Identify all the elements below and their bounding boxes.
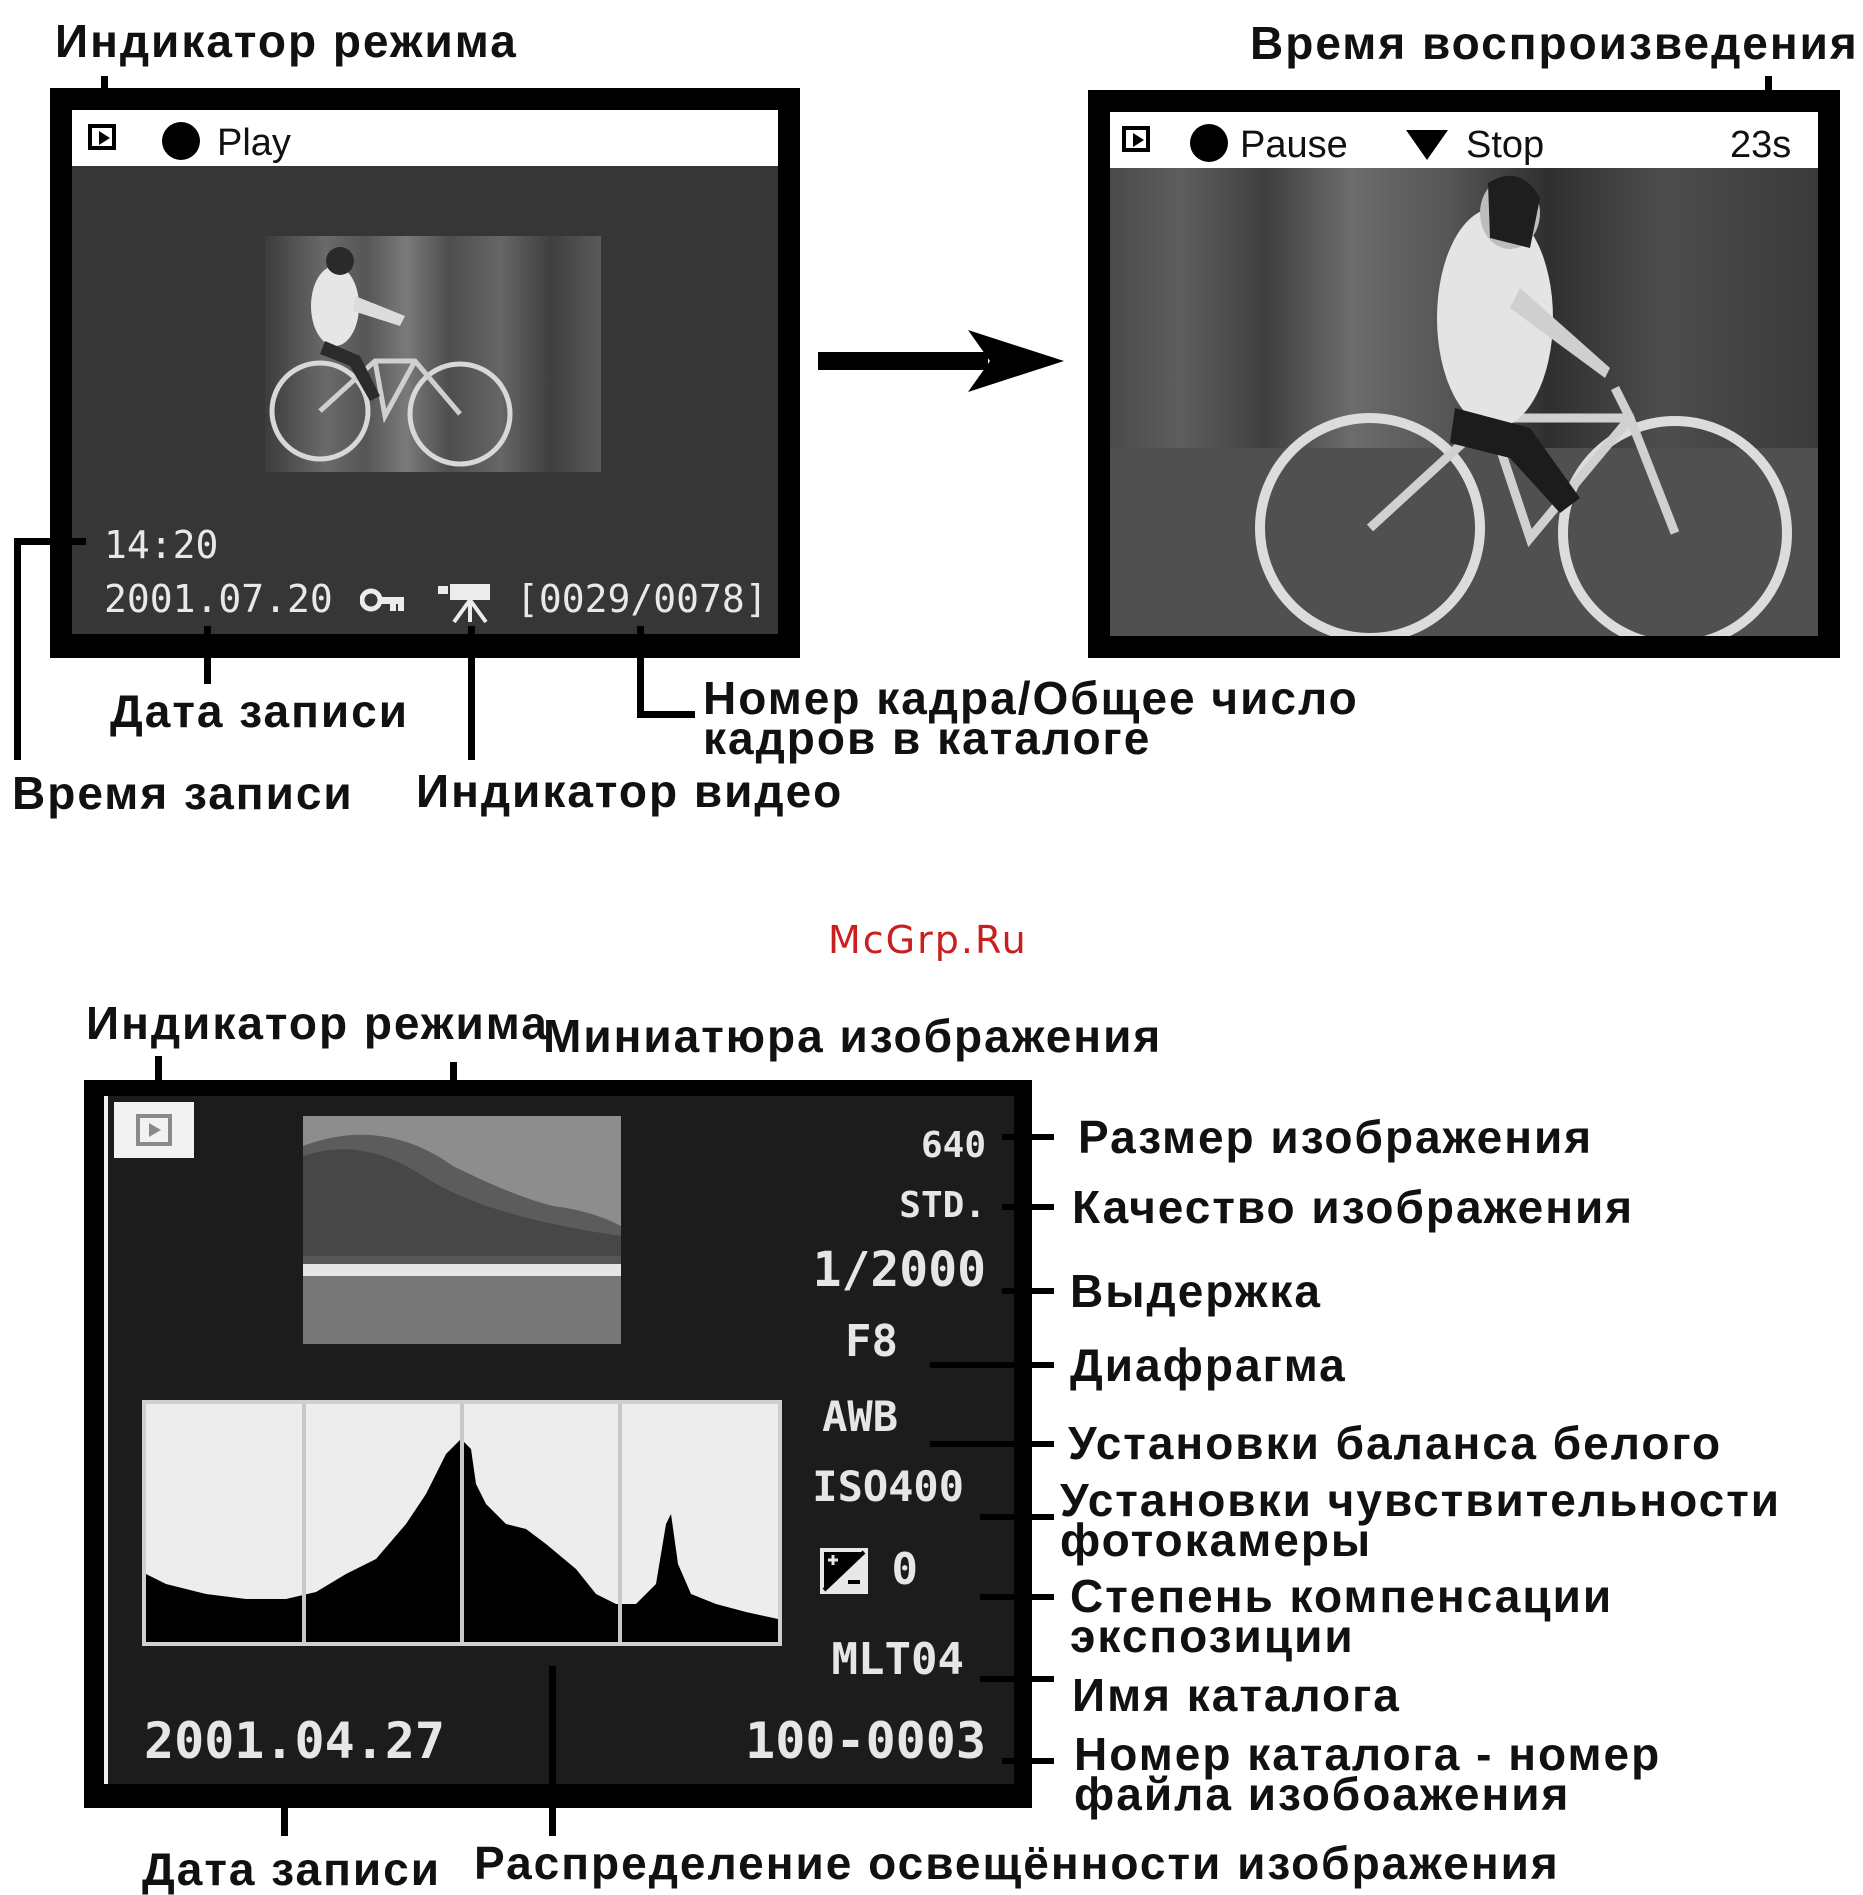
play-label: Play	[217, 122, 291, 164]
leader-aperture	[930, 1362, 1054, 1368]
stop-label: Stop	[1466, 124, 1545, 166]
label-sensitivity	[1060, 1474, 1782, 1566]
label-frame-number-line2: кадров в каталоге	[703, 712, 1152, 764]
leader-exposure-comp	[980, 1594, 1054, 1600]
file-number-value: 100-0003	[745, 1712, 986, 1770]
label-folder-name: Имя каталога	[1072, 1669, 1401, 1721]
leader-record-time-h	[14, 538, 86, 545]
stop-triangle-icon	[1406, 130, 1448, 160]
leader-record-date-bottom	[281, 1794, 288, 1836]
video-thumbnail	[265, 236, 601, 472]
label-exposure-comp	[1070, 1570, 1614, 1662]
label-video-indicator: Индикатор видео	[416, 765, 844, 817]
elapsed-time: 23s	[1730, 124, 1792, 166]
label-aperture: Диафрагма	[1070, 1339, 1347, 1391]
key-icon	[360, 588, 406, 614]
label-folder-file-line2: файла изобоажения	[1074, 1768, 1571, 1820]
leader-folder-name	[980, 1676, 1054, 1682]
label-sensitivity-line2: фотокамеры	[1060, 1514, 1373, 1566]
pause-dot-icon	[1190, 124, 1228, 162]
play-mode-icon-3	[114, 1102, 194, 1158]
leader-folder-file	[1002, 1758, 1054, 1764]
histogram	[142, 1400, 782, 1646]
screen-info-display	[84, 1080, 1032, 1808]
play-mode-icon-2	[1122, 126, 1150, 152]
watermark: McGrp.Ru	[828, 918, 1028, 962]
pause-label: Pause	[1240, 124, 1348, 166]
label-frame-number-line1: Номер кадра/Общее число	[703, 672, 1359, 724]
label-record-date-top: Дата записи	[110, 685, 410, 737]
label-frame-number	[703, 672, 1359, 764]
white-balance-value: AWB	[822, 1392, 898, 1441]
leader-frame-counter-h	[637, 711, 695, 718]
leader-frame-counter-v	[637, 626, 644, 718]
leader-video-indicator	[468, 626, 475, 760]
record-time-value: 14:20	[104, 523, 219, 567]
aperture-value: F8	[845, 1316, 898, 1367]
screen-1-playback	[50, 88, 800, 658]
shutter-value: 1/2000	[812, 1242, 986, 1298]
leader-sensitivity	[980, 1514, 1054, 1520]
label-image-quality: Качество изображения	[1072, 1181, 1635, 1233]
screen-2-lcd	[1110, 112, 1818, 636]
image-size-value: 640	[920, 1125, 986, 1166]
status-bar-2	[1110, 112, 1818, 168]
leader-histogram	[549, 1666, 556, 1836]
image-thumbnail	[303, 1116, 621, 1344]
label-record-time: Время записи	[12, 767, 354, 819]
video-frame	[1110, 168, 1818, 636]
leader-quality	[1002, 1204, 1054, 1210]
frame-counter: [0029/0078]	[516, 577, 768, 621]
label-thumbnail: Миниатюра изображения	[543, 1010, 1163, 1062]
arrow-right-icon	[818, 330, 1064, 392]
label-white-balance: Установки баланса белого	[1068, 1417, 1723, 1469]
iso-value: ISO400	[812, 1462, 964, 1511]
label-shutter-speed: Выдержка	[1070, 1265, 1322, 1317]
screen-2-video	[1088, 90, 1840, 658]
label-playback-time: Время воспроизведения	[1250, 17, 1859, 69]
label-folder-file	[1074, 1728, 1662, 1820]
status-bar	[72, 110, 778, 166]
info-lcd	[104, 1096, 1014, 1784]
exposure-compensation-icon	[820, 1548, 868, 1594]
exposure-comp-value: 0	[891, 1544, 918, 1595]
play-mode-icon	[88, 124, 116, 150]
label-exposure-comp-line2: экспозиции	[1070, 1610, 1355, 1662]
leader-white-balance	[930, 1441, 1054, 1447]
label-folder-file-line1: Номер каталога - номер	[1074, 1728, 1662, 1780]
leader-record-date-top	[204, 626, 211, 684]
leader-image-size	[1002, 1134, 1054, 1140]
label-record-date-bottom: Дата записи	[142, 1843, 442, 1895]
play-dot-icon	[162, 122, 200, 160]
label-mode-indicator-top: Индикатор режима	[55, 15, 518, 67]
movie-camera-icon	[436, 580, 498, 624]
quality-value: STD.	[899, 1185, 986, 1226]
screen-1-lcd	[72, 110, 778, 634]
leader-record-time	[14, 538, 21, 760]
label-exposure-comp-line1: Степень компенсации	[1070, 1570, 1614, 1622]
folder-name-value: MLT04	[831, 1634, 964, 1685]
label-image-size: Размер изображения	[1078, 1111, 1594, 1163]
label-mode-indicator-bottom: Индикатор режима	[86, 997, 549, 1049]
leader-shutter	[1002, 1288, 1054, 1294]
label-sensitivity-line1: Установки чувствительности	[1060, 1474, 1782, 1526]
record-date-value-bottom: 2001.04.27	[144, 1712, 446, 1770]
record-date-value: 2001.07.20	[104, 577, 333, 621]
label-histogram: Распределение освещённости изображения	[474, 1837, 1560, 1889]
